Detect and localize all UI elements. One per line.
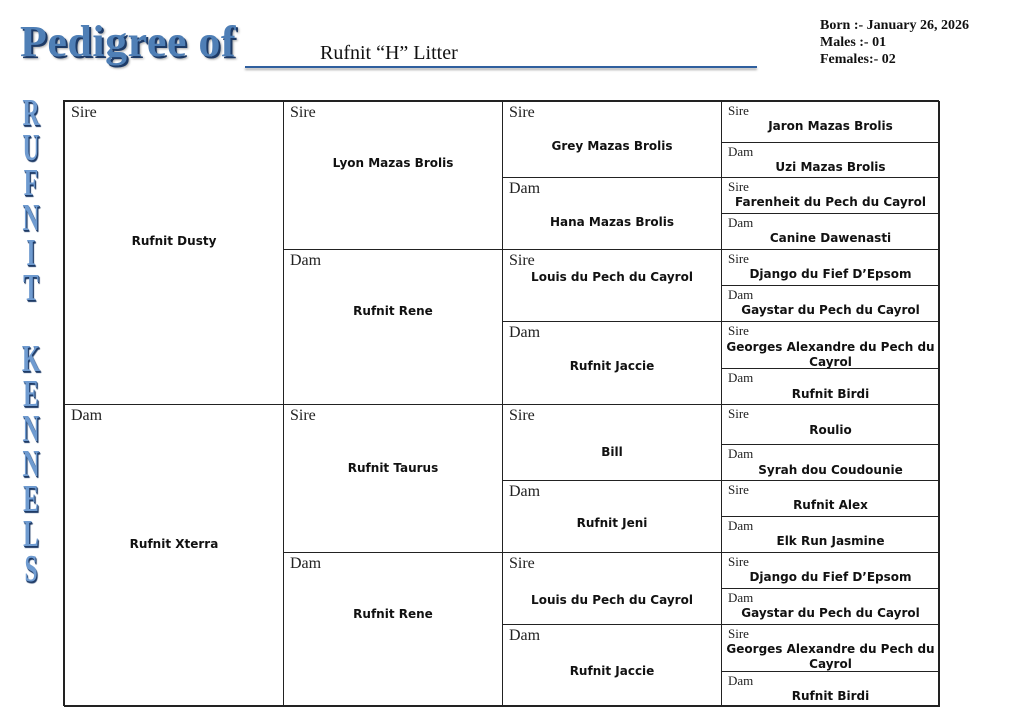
- great-great-grandparent-cell: [721, 404, 940, 445]
- dam-label: Dam: [71, 407, 103, 424]
- great-great-grandparent-cell: [721, 249, 940, 286]
- great-grandparent-name: Rufnit Jeni: [576, 516, 648, 530]
- kennel-vertical-title: [16, 92, 46, 590]
- great-great-grandparent-name: Farenheit du Pech du Cayrol: [735, 195, 926, 209]
- sire-label: Sire: [728, 554, 749, 569]
- sire-label: Sire: [728, 482, 749, 497]
- great-great-grandparent-name: Gaystar du Pech du Cayrol: [741, 303, 920, 317]
- great-grandparent-cell: [502, 177, 722, 250]
- parent-dam-name: Rufnit Xterra: [129, 537, 219, 551]
- great-grandparent-cell: [502, 101, 722, 178]
- kennel-letter: T: [23, 267, 39, 309]
- great-great-grandparent-name: Jaron Mazas Brolis: [768, 119, 893, 133]
- dam-label: Dam: [728, 518, 754, 533]
- great-great-grandparent-cell: [721, 285, 940, 322]
- sire-label: Sire: [728, 251, 749, 266]
- sire-label: Sire: [71, 104, 97, 121]
- sire-label: Sire: [509, 555, 535, 572]
- kennel-letter: E: [23, 373, 39, 415]
- dam-label: Dam: [728, 215, 754, 230]
- great-grandparent-cell: [502, 249, 722, 322]
- dam-label: Dam: [728, 144, 754, 159]
- grandparent-name: Lyon Mazas Brolis: [332, 156, 454, 170]
- sire-label: Sire: [290, 407, 316, 424]
- sire-label: Sire: [509, 252, 535, 269]
- parent-dam-cell: [64, 404, 284, 707]
- litter-name: Rufnit “H” Litter: [320, 42, 458, 64]
- sire-label: Sire: [728, 406, 749, 421]
- great-great-grandparent-name: Uzi Mazas Brolis: [775, 160, 886, 174]
- parent-sire-name: Rufnit Dusty: [131, 234, 217, 248]
- great-grandparent-cell: [502, 480, 722, 553]
- great-great-grandparent-name: Roulio: [809, 423, 852, 437]
- kennel-letter: F: [23, 162, 39, 204]
- kennel-letter: K: [21, 338, 41, 380]
- grandparent-name: Rufnit Rene: [353, 304, 433, 318]
- dam-label: Dam: [728, 673, 754, 688]
- great-great-grandparent-cell: [721, 588, 940, 625]
- dam-label: Dam: [509, 627, 541, 644]
- great-great-grandparent-cell: [721, 368, 940, 405]
- kennel-letter: U: [22, 127, 40, 169]
- great-grandparent-cell: [502, 404, 722, 481]
- kennel-letter: I: [26, 232, 36, 274]
- great-great-grandparent-name: Rufnit Birdi: [791, 387, 870, 401]
- great-grandparent-name: Grey Mazas Brolis: [551, 139, 673, 153]
- great-grandparent-name: Louis du Pech du Cayrol: [531, 270, 693, 284]
- great-great-grandparent-name: Georges Alexandre du Pech du Cayrol: [726, 340, 935, 369]
- grandparent-name: Rufnit Rene: [353, 607, 433, 621]
- sire-label: Sire: [509, 104, 535, 121]
- great-great-grandparent-name: Elk Run Jasmine: [776, 534, 885, 548]
- dam-label: Dam: [290, 555, 322, 572]
- great-great-grandparent-name: Rufnit Birdi: [791, 689, 870, 703]
- grandparent-name: Rufnit Taurus: [347, 461, 439, 475]
- dam-label: Dam: [728, 590, 754, 605]
- great-great-grandparent-cell: [721, 321, 940, 369]
- sire-label: Sire: [728, 323, 749, 338]
- great-grandparent-name: Hana Mazas Brolis: [549, 215, 675, 229]
- dam-label: Dam: [728, 446, 754, 461]
- great-grandparent-cell: [502, 321, 722, 405]
- grandparent-cell: [283, 249, 503, 405]
- great-great-grandparent-cell: [721, 480, 940, 517]
- kennel-letter: N: [22, 197, 40, 239]
- great-great-grandparent-name: Django du Fief D’Epsom: [749, 267, 912, 281]
- great-great-grandparent-cell: [721, 213, 940, 250]
- great-grandparent-cell: [502, 552, 722, 625]
- kennel-letter: L: [23, 513, 39, 555]
- great-great-grandparent-cell: [721, 624, 940, 672]
- dam-label: Dam: [509, 180, 541, 197]
- sire-label: Sire: [728, 103, 749, 118]
- title-underline: [245, 66, 757, 68]
- males-count: Males :- 01: [820, 35, 887, 50]
- great-great-grandparent-name: Georges Alexandre du Pech du Cayrol: [726, 642, 935, 671]
- kennel-gap: [22, 306, 41, 342]
- great-great-grandparent-cell: [721, 101, 940, 143]
- kennel-letter: E: [23, 478, 39, 520]
- pedigree-table: [63, 100, 939, 706]
- grandparent-cell: [283, 552, 503, 707]
- great-great-grandparent-name: Gaystar du Pech du Cayrol: [741, 606, 920, 620]
- great-grandparent-name: Rufnit Jaccie: [569, 664, 655, 678]
- great-great-grandparent-cell: [721, 444, 940, 481]
- dam-label: Dam: [290, 252, 322, 269]
- dam-label: Dam: [728, 370, 754, 385]
- great-great-grandparent-cell: [721, 516, 940, 553]
- kennel-letter: N: [22, 408, 40, 450]
- kennel-letter: S: [24, 548, 38, 590]
- sire-label: Sire: [509, 407, 535, 424]
- great-great-grandparent-cell: [721, 552, 940, 589]
- litter-info: [820, 17, 969, 68]
- females-count: Females:- 02: [820, 52, 896, 67]
- great-grandparent-name: Rufnit Jaccie: [569, 359, 655, 373]
- great-great-grandparent-name: Django du Fief D’Epsom: [749, 570, 912, 584]
- sire-label: Sire: [290, 104, 316, 121]
- great-grandparent-cell: [502, 624, 722, 707]
- kennel-letter: R: [22, 92, 40, 134]
- great-great-grandparent-name: Rufnit Alex: [793, 498, 868, 512]
- dam-label: Dam: [509, 324, 541, 341]
- great-grandparent-name: Bill: [601, 445, 623, 459]
- great-great-grandparent-name: Syrah dou Coudounie: [758, 463, 903, 477]
- great-great-grandparent-cell: [721, 177, 940, 214]
- page-title: Pedigree of: [20, 17, 237, 66]
- great-great-grandparent-name: Canine Dawenasti: [769, 231, 892, 245]
- born-date: Born :- January 26, 2026: [820, 18, 969, 33]
- grandparent-cell: [283, 101, 503, 250]
- great-great-grandparent-cell: [721, 142, 940, 178]
- sire-label: Sire: [728, 626, 749, 641]
- dam-label: Dam: [509, 483, 541, 500]
- great-great-grandparent-cell: [721, 671, 940, 707]
- parent-sire-cell: [64, 101, 284, 405]
- sire-label: Sire: [728, 179, 749, 194]
- dam-label: Dam: [728, 287, 754, 302]
- kennel-letter: N: [22, 443, 40, 485]
- great-grandparent-name: Louis du Pech du Cayrol: [531, 593, 693, 607]
- grandparent-cell: [283, 404, 503, 553]
